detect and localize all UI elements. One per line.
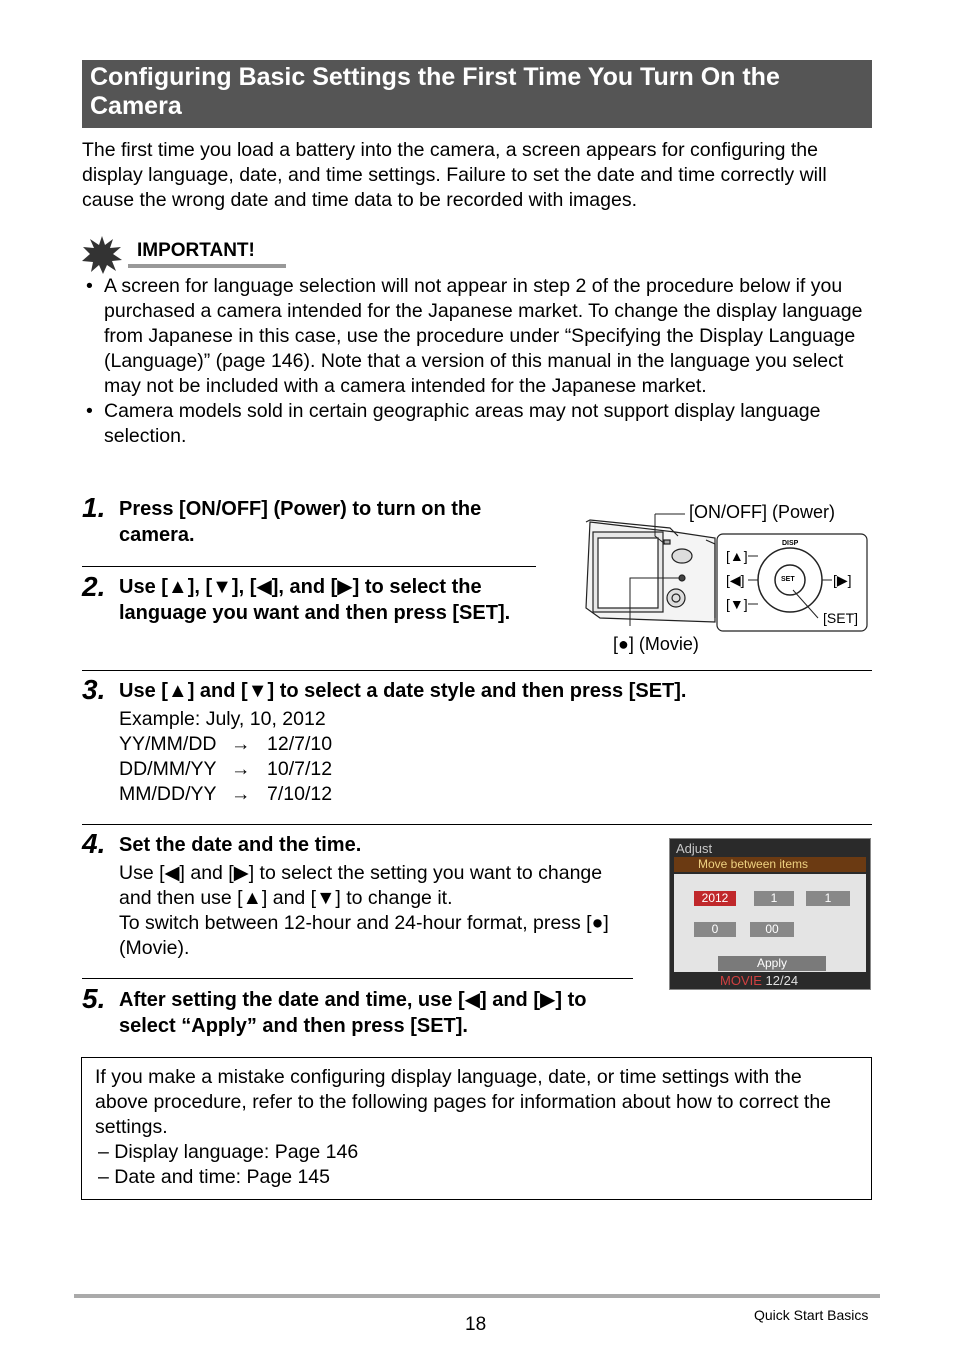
disp-text: DISP	[782, 540, 799, 547]
divider	[82, 978, 633, 979]
date-format-row: DD/MM/YY → 10/7/12	[119, 758, 333, 780]
note-text: If you make a mistake configuring display language, date, or time settings with the above procedure, refer to the following pages for information about how to correct the settings.	[95, 1066, 832, 1138]
divider	[82, 670, 872, 671]
step-number: 3.	[82, 674, 106, 705]
set-button-text: SET	[781, 576, 795, 583]
divider	[82, 566, 536, 567]
right-button-label: [▶]	[833, 572, 852, 588]
lcd-date-panel	[674, 874, 866, 972]
step-number: 1.	[82, 492, 106, 523]
day-field: 1	[806, 891, 850, 906]
page-number: 18	[465, 1314, 487, 1335]
date-format-list	[119, 732, 332, 807]
set-button-label: [SET]	[823, 610, 859, 626]
date-format-row: YY/MM/DD → 12/7/10	[119, 733, 333, 755]
divider	[82, 824, 872, 825]
left-button-label: [◀]	[726, 572, 745, 588]
intro-paragraph: The first time you load a battery into the camera, a screen appears for configuring the display language, date, and time settings. Failure to set the date and time correctly will cause the wrong date and time data to be recorded with images.	[82, 139, 827, 211]
up-button-label: [▲]	[726, 548, 748, 564]
step-title: Use [▲], [▼], [◀], and [▶] to select the language you want and then press [SET].	[119, 576, 511, 624]
list-item: • Camera models sold in certain geographic areas may not support display language selection.	[86, 400, 821, 447]
power-button-label: [ON/OFF] (Power)	[689, 502, 836, 522]
step-title: Set the date and the time.	[119, 834, 362, 856]
list-item: – Date and time: Page 145	[98, 1166, 330, 1188]
year-field: 2012	[694, 891, 736, 906]
lcd-hint-bar	[674, 857, 866, 872]
step-number: 4.	[82, 828, 106, 859]
movie-button-label: [●] (Movie)	[613, 634, 699, 654]
note-box	[81, 1057, 872, 1200]
down-button-label: [▼]	[726, 596, 748, 612]
section-title: Configuring Basic Settings the First Time You Turn On the Camera	[82, 60, 872, 128]
example-text: Example: July, 10, 2012	[119, 708, 326, 730]
camera-lcd-screen	[669, 838, 871, 990]
lcd-hint: Move between items	[698, 857, 809, 871]
important-heading	[82, 236, 286, 270]
lcd-footer: MOVIE 12/24	[720, 973, 799, 988]
list-item: • A screen for language selection will not appear in step 2 of the procedure below if you purchased a camera intended for the Japanese market. To change the display language from Japanese in this case, use the procedure under “Specifying the Display Language (Language)” (page 146). Note that a version of this manual in the language you select may not be included with a camera intended for the Japanese market.	[86, 275, 863, 397]
list-item: – Display language: Page 146	[98, 1141, 359, 1163]
step-body: To switch between 12-hour and 24-hour format, press [●] (Movie).	[119, 912, 609, 959]
important-underline	[128, 264, 286, 268]
step-body: Use [◀] and [▶] to select the setting you want to change and then use [▲] and [▼] to change it.	[119, 862, 603, 909]
hour-field: 0	[694, 922, 736, 937]
step-number: 2.	[82, 571, 106, 602]
minute-field: 00	[750, 922, 794, 937]
section-name: Quick Start Basics	[754, 1307, 869, 1323]
date-format-row: MM/DD/YY → 7/10/12	[119, 783, 333, 805]
lcd-apply-button: Apply	[718, 956, 826, 971]
step-title: Press [ON/OFF] (Power) to turn on the camera.	[119, 498, 482, 546]
important-label: IMPORTANT!	[137, 240, 255, 261]
step-number: 5.	[82, 983, 106, 1014]
lcd-title: Adjust	[676, 841, 713, 856]
step-title: After setting the date and time, use [◀] and [▶] to select “Apply” and then press [SET].	[119, 989, 587, 1037]
important-list	[82, 274, 872, 449]
important-burst-icon	[82, 236, 122, 274]
footer-rule	[74, 1294, 880, 1298]
step-title: Use [▲] and [▼] to select a date style and then press [SET].	[119, 680, 687, 702]
camera-figure	[580, 500, 872, 665]
month-field: 1	[754, 891, 794, 906]
